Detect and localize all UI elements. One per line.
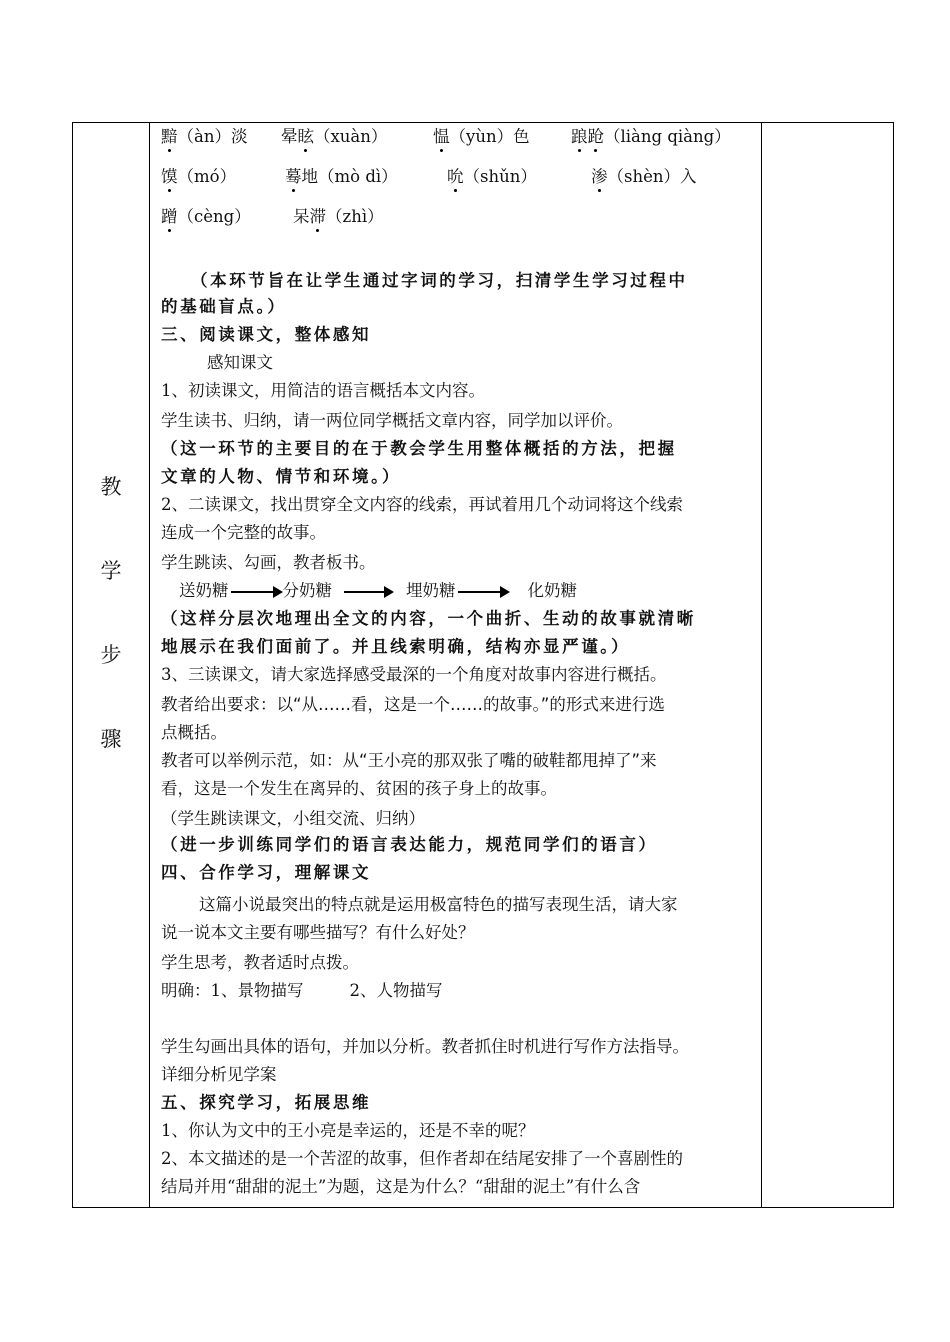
vocab-item: 蓦地（mò dì）: [285, 167, 398, 186]
para-11: 明确：1、景物描写 2、人物描写: [161, 981, 443, 1000]
label-char-xue: 学: [100, 559, 122, 583]
note-2a: （这一环节的主要目的在于教会学生用整体概括的方法，把握: [161, 439, 677, 458]
para-7a: 教者可以举例示范，如：从“王小亮的那双张了嘴的破鞋都甩掉了”来: [161, 751, 657, 770]
para-7b: 看，这是一个发生在离异的、贫困的孩子身上的故事。: [161, 779, 557, 798]
flow-step: 送奶糖: [179, 581, 229, 600]
arrow-icon: [344, 591, 392, 593]
arrow-icon: [458, 591, 508, 593]
para-9a: 这篇小说最突出的特点就是运用极富特色的描写表现生活，请大家: [199, 895, 678, 914]
para-6a: 教者给出要求：以“从……看，这是一个……的故事。”的形式来进行选: [161, 695, 665, 714]
flow-step: 化奶糖: [527, 581, 577, 600]
note-4: （进一步训练同学们的语言表达能力，规范同学们的语言）: [161, 835, 658, 854]
plot-flow: [179, 579, 577, 603]
lesson-table: [72, 122, 894, 1208]
section-3-heading: 三、阅读课文，整体感知: [161, 325, 372, 344]
vocab-item: 愠（yùn）色: [433, 127, 530, 146]
column-divider-left: [149, 123, 150, 1207]
para-6b: 点概括。: [161, 723, 227, 742]
vocab-item: 吮（shǔn）: [447, 167, 537, 186]
para-4: 学生跳读、勾画，教者板书。: [161, 553, 376, 572]
para-10: 学生思考，教者适时点拨。: [161, 953, 359, 972]
vocab-item: 蹭（cèng）: [161, 207, 251, 226]
para-1: 1、初读课文，用简洁的语言概括本文内容。: [161, 381, 485, 400]
para-3b: 连成一个完整的故事。: [161, 523, 326, 542]
vocab-item: 渗（shèn）入: [591, 167, 697, 186]
para-13: 详细分析见学案: [161, 1065, 277, 1084]
para-9b: 说一说本文主要有哪些描写？有什么好处？: [161, 923, 475, 942]
para-14: 1、你认为文中的王小亮是幸运的，还是不幸的呢？: [161, 1121, 535, 1140]
para-3a: 2、二读课文，找出贯穿全文内容的线索，再试着用几个动词将这个线索: [161, 495, 683, 514]
arrow-icon: [231, 591, 281, 593]
label-char-bu: 步: [100, 643, 122, 667]
para-8: （学生跳读课文，小组交流、归纳）: [161, 809, 425, 828]
vocab-item: 晕眩（xuàn）: [281, 127, 388, 146]
vocab-item: 踉跄（liàng qiàng）: [571, 127, 731, 146]
para-5: 3、三读课文，请大家选择感受最深的一个角度对故事内容进行概括。: [161, 665, 667, 684]
note-1a: （本环节旨在让学生通过字词的学习，扫清学生学习过程中: [191, 271, 688, 290]
para-15b: 结局并用“甜甜的泥土”为题，这是为什么？“甜甜的泥土”有什么含: [161, 1177, 641, 1196]
section-4-heading: 四、合作学习，理解课文: [161, 863, 372, 882]
section-5-heading: 五、探究学习，拓展思维: [161, 1093, 372, 1112]
note-3b: 地展示在我们面前了。并且线索明确，结构亦显严谨。）: [161, 637, 631, 656]
vocab-item: 馍（mó）: [161, 167, 237, 186]
label-char-jiao: 教: [100, 475, 122, 499]
note-1b: 的基础盲点。）: [161, 297, 287, 316]
column-divider-right: [761, 123, 762, 1207]
flow-step: 分奶糖: [282, 581, 332, 600]
note-2b: 文章的人物、情节和环境。）: [161, 467, 402, 486]
note-3a: （这样分层次地理出全文的内容，一个曲折、生动的故事就清晰: [161, 609, 696, 628]
para-2: 学生读书、归纳，请一两位同学概括文章内容，同学加以评价。: [161, 411, 623, 430]
vocab-item: 呆滞（zhì）: [293, 207, 384, 226]
para-12: 学生勾画出具体的语句，并加以分析。教者抓住时机进行写作方法指导。: [161, 1037, 689, 1056]
label-char-zhou: 骤: [100, 727, 122, 751]
para-15a: 2、本文描述的是一个苦涩的故事，但作者却在结尾安排了一个喜剧性的: [161, 1149, 683, 1168]
section-3-sub: 感知课文: [207, 353, 273, 372]
flow-step: 埋奶糖: [406, 581, 456, 600]
vocab-item: 黯（àn）淡: [161, 127, 248, 146]
